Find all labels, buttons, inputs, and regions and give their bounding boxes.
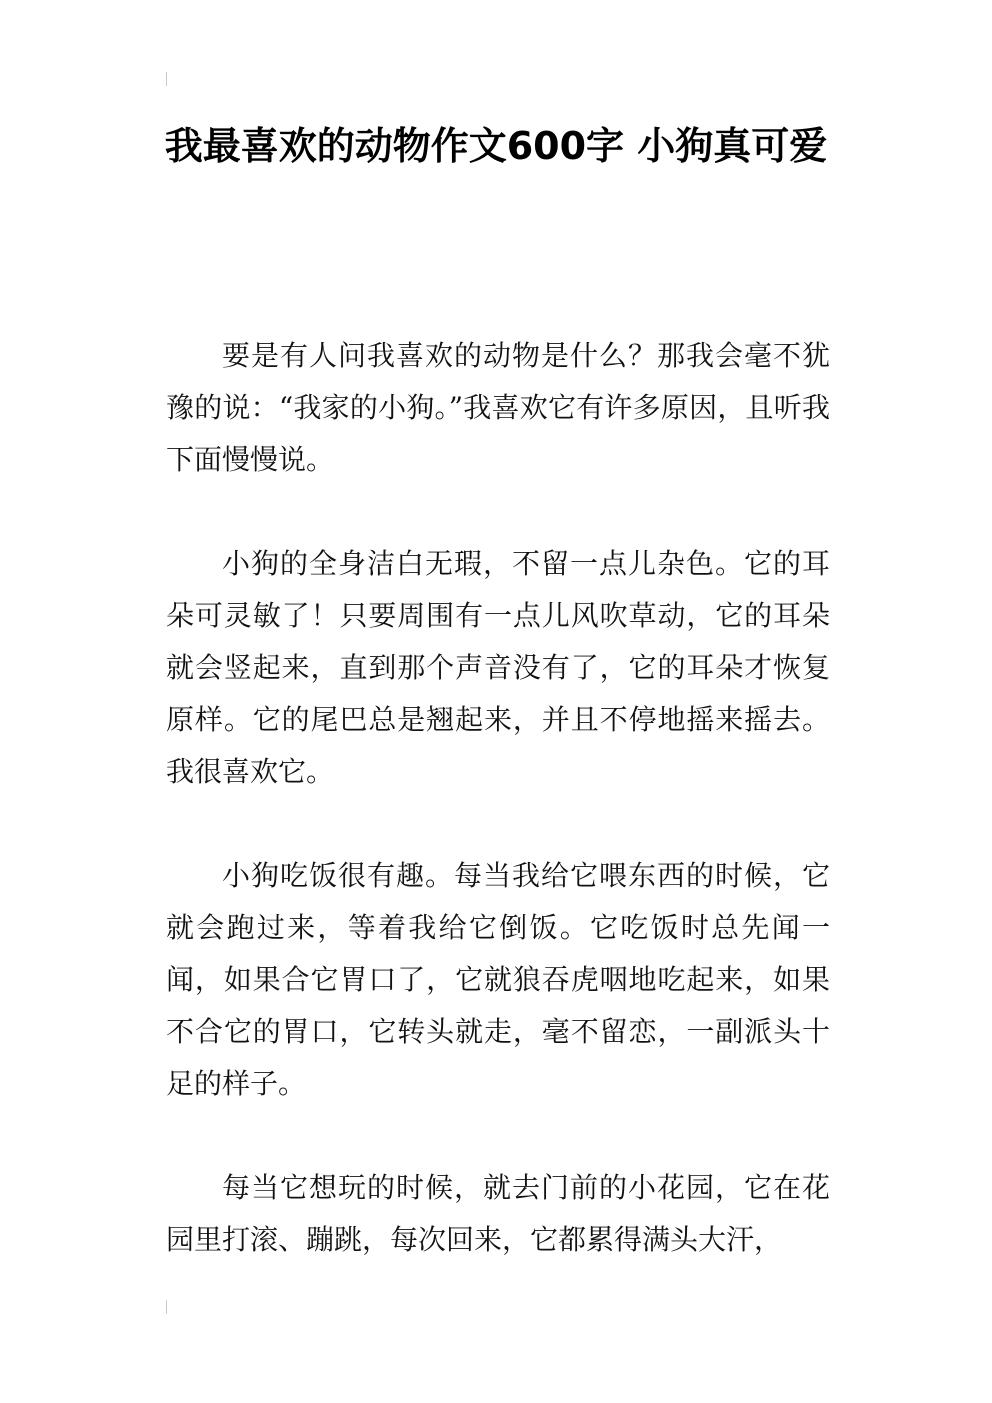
page-corner-mark-top: [166, 72, 167, 86]
document-body: [166, 330, 830, 1318]
paragraph-2: 小狗的全身洁白无瑕，不留一点儿杂色。它的耳朵可灵敏了！只要周围有一点儿风吹草动，它的耳朵就会竖起来，直到那个声音没有了，它的耳朵才恢复原样。它的尾巴总是翘起来，并且不停地摇来摇去。我很喜欢它。: [166, 547, 830, 788]
page-corner-mark-bottom: [166, 1300, 167, 1314]
paragraph-3: 小狗吃饭很有趣。每当我给它喂东西的时候，它就会跑过来，等着我给它倒饭。它吃饭时总先闻一闻，如果合它胃口了，它就狼吞虎咽地吃起来，如果不合它的胃口，它转头就走，毫不留恋，一副派头十足的样子。: [166, 859, 830, 1100]
paragraph-4: 每当它想玩的时候，就去门前的小花园，它在花园里打滚、蹦跳，每次回来，它都累得满头大汗，: [166, 1171, 830, 1256]
document-title: 我最喜欢的动物作文600字 小狗真可爱: [164, 124, 828, 168]
paragraph-1: 要是有人问我喜欢的动物是什么？那我会毫不犹豫的说：“我家的小狗。”我喜欢它有许多原因，且听我下面慢慢说。: [166, 339, 830, 476]
